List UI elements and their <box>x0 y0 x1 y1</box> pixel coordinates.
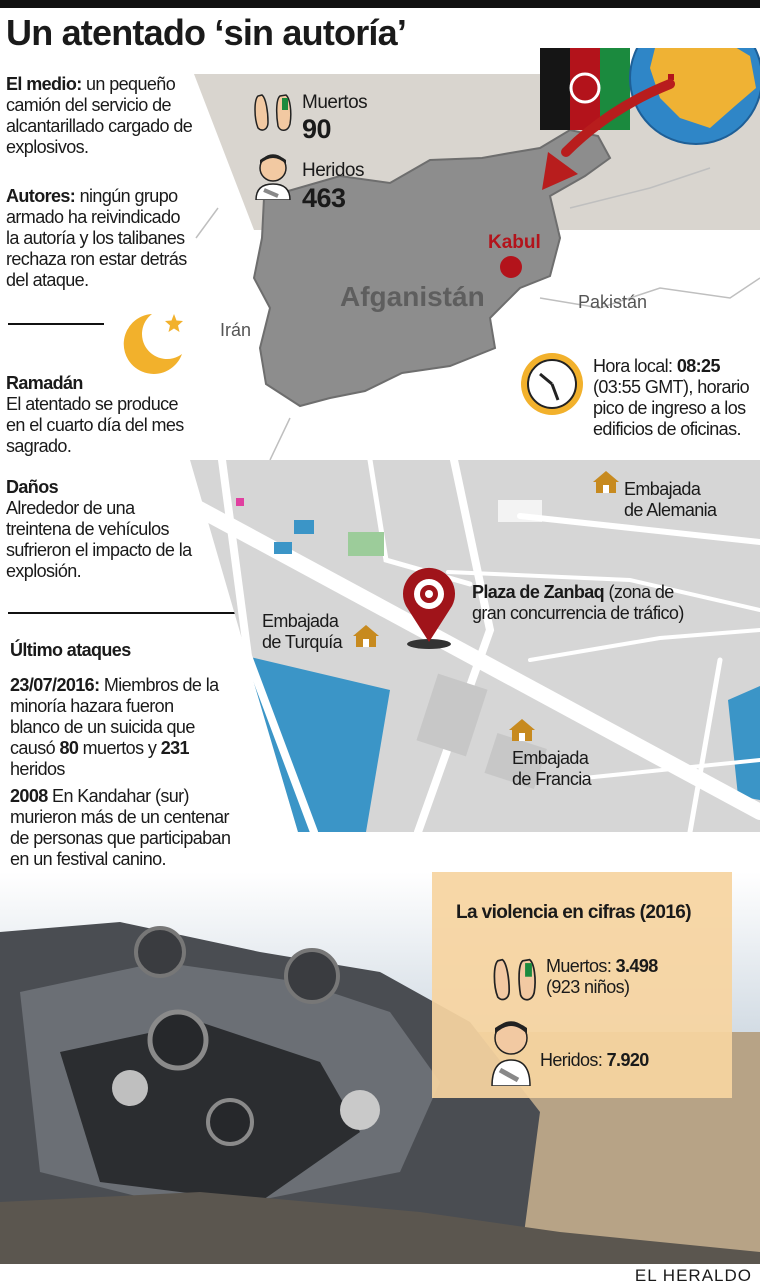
ramadan-section <box>6 373 196 457</box>
autores-text: ningún grupo armado ha reivindicado la autoría y los talibanes rechaza ron estar detrás del ataque. <box>6 186 187 290</box>
afghanistan-flag <box>540 48 630 130</box>
injured-person-icon <box>252 152 294 200</box>
feet-icon <box>250 90 298 134</box>
top-rule <box>0 0 760 8</box>
autores-paragraph <box>6 186 196 291</box>
attack-2008: 2008 En Kandahar (sur) murieron más de un centenar de personas que participaban en un festival canino. <box>10 786 231 869</box>
ramadan-text: El atentado se produce en el cuarto día del mes sagrado. <box>6 394 184 456</box>
embassy-turkey-label: Embajada de Turquía <box>262 611 343 652</box>
danos-text: Alrededor de una treintena de vehículos sufrieron el impacto de la explosión. <box>6 498 192 581</box>
ramadan-heading: Ramadán <box>6 373 83 393</box>
stats-heading: La violencia en cifras (2016) <box>456 902 691 923</box>
location-pin-icon <box>398 566 460 650</box>
autores-label: Autores: <box>6 186 76 206</box>
publisher-logo: EL HERALDO <box>634 1266 752 1285</box>
stats-muertos: Muertos: 3.498 (923 niños) <box>546 956 658 997</box>
medio-paragraph <box>6 74 196 158</box>
medio-label: El medio: <box>6 74 82 94</box>
attack-2016: 23/07/2016: Miembros de la minoría hazara fueron blanco de un suicida que causó 80 muertos y 231 heridos <box>10 675 219 779</box>
embassy-france-label: Embajada de Francia <box>512 748 592 789</box>
embassy-france-icon <box>508 718 536 742</box>
clock-icon <box>518 350 586 418</box>
embassy-germany-icon <box>592 470 620 494</box>
label-pakistan: Pakistán <box>578 292 648 312</box>
plaza-label: Plaza de Zanbaq (zona de gran concurrencia de tráfico) <box>472 582 684 623</box>
kabul-dot <box>500 256 522 278</box>
injured-person-icon <box>490 1020 532 1086</box>
ultimos-heading: Último ataques <box>10 640 131 660</box>
embassy-turkey-icon <box>352 624 380 648</box>
danos-heading: Daños <box>6 477 59 497</box>
muertos-label: Muertos <box>302 92 368 113</box>
feet-icon <box>488 954 544 1004</box>
time-text: Hora local: 08:25 (03:55 GMT), horario pico de ingreso a los edificios de oficinas. <box>593 356 750 439</box>
label-iran: Irán <box>220 320 252 340</box>
embassy-germany-label: Embajada de Alemania <box>624 479 717 520</box>
stats-heridos: Heridos: 7.920 <box>540 1050 649 1070</box>
heridos-value: 463 <box>302 183 346 213</box>
muertos-value: 90 <box>302 114 332 144</box>
danos-section <box>6 477 196 582</box>
page-title: Un atentado ‘sin autoría’ <box>6 12 407 53</box>
medio-text: un pequeño camión del servicio de alcantarillado cargado de explosivos. <box>6 74 193 157</box>
country-name: Afganistán <box>340 281 485 312</box>
crescent-moon-icon <box>112 310 188 380</box>
capital-name: Kabul <box>488 232 541 253</box>
divider <box>8 323 104 325</box>
heridos-label: Heridos <box>302 160 364 181</box>
